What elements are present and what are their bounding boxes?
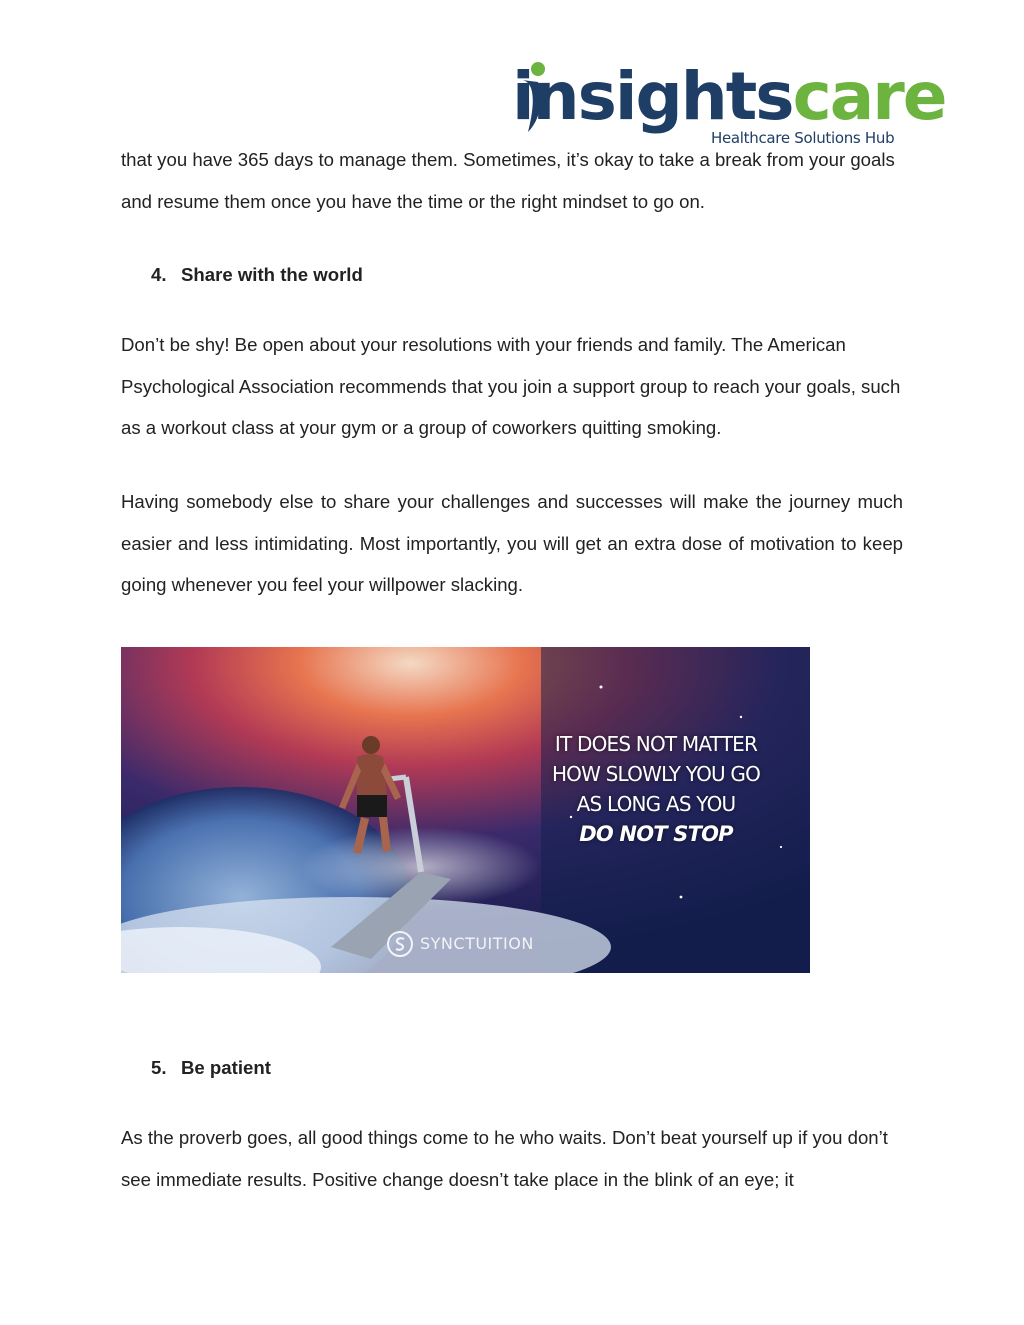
quote-line: HOW SLOWLY YOU GO: [551, 762, 761, 786]
paragraph-patient: As the proverb goes, all good things come to he who waits. Don’t beat yourself up if you don’t see immediate results. Positive change doesn’t take place in the blink of an eye; it: [121, 1127, 888, 1190]
heading-number: 5.: [151, 1057, 167, 1078]
synctuition-logo-icon: [386, 930, 414, 958]
section-heading-4: [151, 263, 363, 287]
quote-line: AS LONG AS YOU: [576, 792, 736, 816]
quote-line: IT DOES NOT MATTER: [554, 732, 758, 756]
motivational-image: [121, 647, 810, 973]
heading-text: Share with the world: [181, 264, 363, 285]
logo-tagline: Healthcare Solutions Hub: [711, 129, 895, 147]
paragraph-share-1: Don’t be shy! Be open about your resolutions with your friends and family. The American Psychological Association recommends that you join a support group to reach your goals, such as a workout class at your gym or a group of coworkers quitting smoking.: [121, 334, 901, 438]
insightscare-logo: [512, 58, 946, 150]
logo-wordmark: insightscare: [512, 58, 946, 135]
heading-number: 4.: [151, 264, 167, 285]
paragraph-share-2: Having somebody else to share your challenges and successes will make the journey much easier and less intimidating. Most importantly, you will get an extra dose of motivation to keep going whenever you feel your willpower slacking.: [121, 491, 903, 595]
image-quote: [521, 729, 791, 849]
watermark-text: SYNCTUITION: [420, 934, 534, 953]
heading-text: Be patient: [181, 1057, 271, 1078]
paragraph-intro: that you have 365 days to manage them. Sometimes, it’s okay to take a break from your goals and resume them once you have the time or the right mindset to go on.: [121, 149, 895, 212]
section-heading-5: [151, 1056, 271, 1080]
quote-emphasis: DO NOT STOP: [579, 822, 733, 846]
